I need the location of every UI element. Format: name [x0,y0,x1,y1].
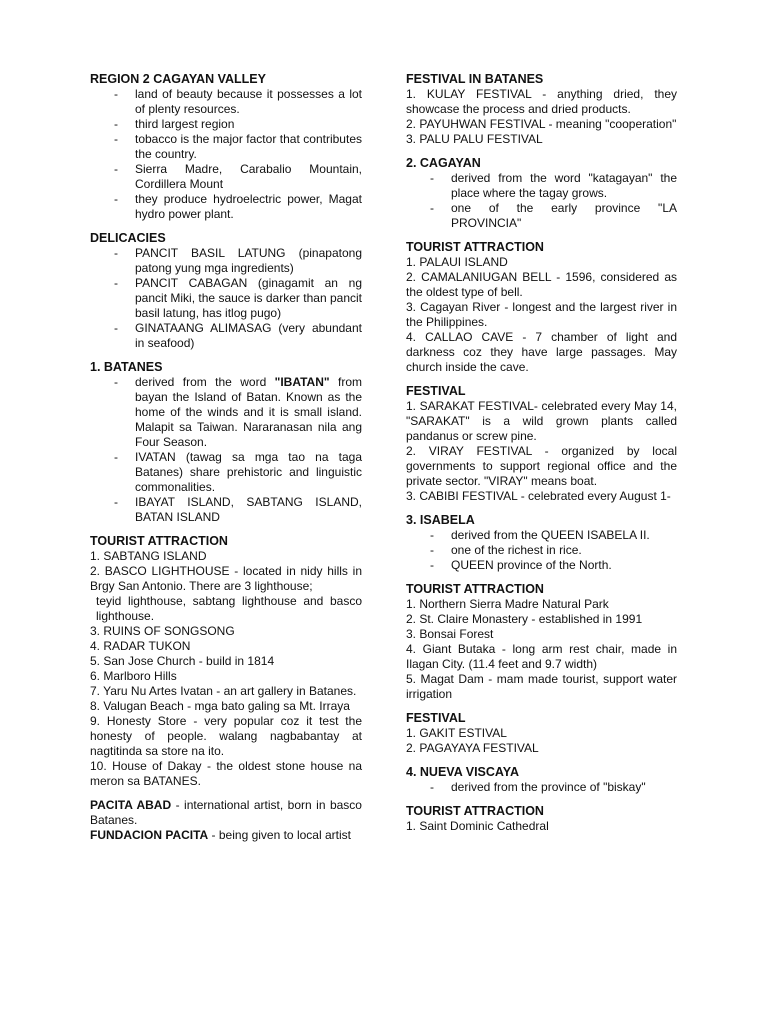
list-item: 4. CALLAO CAVE - 7 chamber of light and darkness coz they have large passages. May church inside the cave. [406,330,677,374]
list-item-text: derived from the QUEEN ISABELA II. [451,528,650,542]
list-item [90,192,362,222]
isabela-festival-section [406,711,677,756]
tourist-heading: TOURIST ATTRACTION [406,804,544,818]
nueva-viscaya-heading: 4. NUEVA VISCAYA [406,765,520,779]
bullet-dash: - [430,171,434,185]
list-item [90,246,362,276]
list-item [406,171,677,201]
fundacion-pacita-text: - being given to local artist [208,828,351,842]
isabela-section [406,513,677,573]
fundacion-pacita-label: FUNDACION PACITA [90,828,209,842]
batanes-heading: 1. BATANES [90,360,163,374]
list-item: 3. RUINS OF SONGSONG [90,624,235,638]
tourist-heading: TOURIST ATTRACTION [90,534,228,548]
bullet-dash: - [114,162,118,176]
list-item [90,321,362,351]
delicacies-heading: DELICACIES [90,231,166,245]
list-item: 3. Cagayan River - longest and the largest river in the Philippines. [406,300,677,329]
bullet-dash: - [430,528,434,542]
list-item-text: PANCIT CABAGAN (ginagamit an ng pancit Miki, the sauce is darker than pancit basil latung, has itlog pugo) [135,276,362,320]
festival-batanes-heading: FESTIVAL IN BATANES [406,72,544,86]
list-item [406,558,677,573]
list-item [90,132,362,162]
cagayan-tourist-section [406,240,677,375]
list-item [90,450,362,495]
tourist-heading: TOURIST ATTRACTION [406,240,544,254]
list-item [90,375,362,450]
list-item: 2. VIRAY FESTIVAL - organized by local governments to support regional office and the private sector. "VIRAY" means boat. [406,444,677,488]
list-item: 1. Saint Dominic Cathedral [406,819,549,833]
batanes-section [90,360,362,525]
bullet-dash: - [430,558,434,572]
nueva-viscaya-tourist-section [406,804,677,834]
pacita-abad-label: PACITA ABAD [90,798,172,812]
ibatan-term: "IBATAN" [274,375,330,389]
list-item: 2. PAYUHWAN FESTIVAL - meaning "cooperation" [406,117,677,131]
bullet-dash: - [430,201,434,215]
delicacies-list [90,246,362,351]
list-item: 5. San Jose Church - build in 1814 [90,654,275,668]
list-item-text: derived from the word [135,375,275,389]
bullet-dash: - [114,495,118,509]
list-item: 1. GAKIT ESTIVAL [406,726,507,740]
left-column [90,72,362,843]
list-item: 4. Giant Butaka - long arm rest chair, made in Ilagan City. (11.4 feet and 9.7 width) [406,642,677,671]
isabela-list [406,528,677,573]
list-item-text: QUEEN province of the North. [451,558,612,572]
nueva-viscaya-list [406,780,677,795]
list-item: teyid lighthouse, sabtang lighthouse and basco lighthouse. [96,594,362,623]
list-item [90,117,362,132]
list-item-text: tobacco is the major factor that contributes the country. [135,132,362,161]
list-item-text: one of the richest in rice. [451,543,582,557]
region-section [90,72,362,222]
isabela-tourist-section [406,582,677,702]
bullet-dash: - [114,450,118,464]
bullet-dash: - [114,87,118,101]
list-item [90,87,362,117]
list-item: 5. Magat Dam - mam made tourist, support water irrigation [406,672,677,701]
list-item: 2. St. Claire Monastery - established in 1991 [406,612,643,626]
pacita-section [90,798,362,843]
list-item: 3. CABIBI FESTIVAL - celebrated every August 1- [406,489,671,503]
list-item-text: they produce hydroelectric power, Magat hydro power plant. [135,192,362,221]
list-item: 1. Northern Sierra Madre Natural Park [406,597,609,611]
list-item: 2. PAGAYAYA FESTIVAL [406,741,539,755]
list-item-text: derived from the province of "biskay" [451,780,646,794]
list-item-text: IBAYAT ISLAND, SABTANG ISLAND, BATAN ISLAND [135,495,362,524]
list-item: 1. SARAKAT FESTIVAL- celebrated every May 14, "SARAKAT" is a wild grown plants called pandanus or screw pine. [406,399,677,443]
list-item-text: one of the early province "LA PROVINCIA" [451,201,677,230]
list-item: 9. Honesty Store - very popular coz it test the honesty of people. walang nagbabantay at nagtitinda sa store na ito. [90,714,362,758]
list-item-text: PANCIT BASIL LATUNG (pinapatong patong yung mga ingredients) [135,246,362,275]
list-item: 7. Yaru Nu Artes Ivatan - an art gallery in Batanes. [90,684,357,698]
tourist-heading: TOURIST ATTRACTION [406,582,544,596]
bullet-dash: - [114,117,118,131]
list-item [406,543,677,558]
list-item: 3. PALU PALU FESTIVAL [406,132,543,146]
pacita-abad-text: - international artist, born in basco Batanes. [90,798,362,827]
list-item: 1. PALAUI ISLAND [406,255,508,269]
pacita-abad-entry [90,798,362,828]
list-item [90,276,362,321]
list-item-text: land of beauty because it possesses a lot of plenty resources. [135,87,362,116]
list-item: 6. Marlboro Hills [90,669,177,683]
list-item-text: derived from the word "katagayan" the place where the tagay grows. [451,171,677,200]
cagayan-heading: 2. CAGAYAN [406,156,481,170]
nueva-viscaya-section [406,765,677,795]
list-item [406,201,677,231]
bullet-dash: - [430,780,434,794]
cagayan-list [406,171,677,231]
batanes-tourist-section [90,534,362,789]
list-item-text: IVATAN (tawag sa mga tao na taga Batanes) share prehistoric and linguistic commonalities. [135,450,362,494]
list-item-text: GINATAANG ALIMASAG (very abundant in seafood) [135,321,362,350]
list-item: 2. BASCO LIGHTHOUSE - located in nidy hills in Brgy San Antonio. There are 3 lighthouse; [90,564,362,593]
list-item [406,780,677,795]
region-list [90,87,362,222]
delicacies-section [90,231,362,351]
bullet-dash: - [430,543,434,557]
festival-batanes-section [406,72,677,147]
right-column [406,72,677,834]
list-item-text: third largest region [135,117,235,131]
festival-heading: FESTIVAL [406,384,466,398]
list-item-text: Sierra Madre, Carabalio Mountain, Cordillera Mount [135,162,362,191]
list-item: 1. KULAY FESTIVAL - anything dried, they showcase the process and dried products. [406,87,677,116]
list-item: 10. House of Dakay - the oldest stone house na meron sa BATANES. [90,759,362,788]
list-item: 4. RADAR TUKON [90,639,191,653]
festival-heading: FESTIVAL [406,711,466,725]
list-item [90,162,362,192]
list-item: 1. SABTANG ISLAND [90,549,207,563]
bullet-dash: - [114,192,118,206]
bullet-dash: - [114,375,118,389]
list-item [90,495,362,525]
list-item: 8. Valugan Beach - mga bato galing sa Mt. Irraya [90,699,350,713]
list-item-text: from bayan the Island of Batan. Known as the home of the winds and it is small island. Malapit sa Taiwan. Nararanasan nila ang Four Season. [135,375,362,449]
list-item [406,528,677,543]
isabela-heading: 3. ISABELA [406,513,475,527]
bullet-dash: - [114,321,118,335]
cagayan-section [406,156,677,231]
fundacion-pacita-entry [90,828,362,843]
bullet-dash: - [114,132,118,146]
cagayan-festival-section [406,384,677,504]
region-heading: REGION 2 CAGAYAN VALLEY [90,72,266,86]
list-item: 3. Bonsai Forest [406,627,494,641]
batanes-list [90,375,362,525]
bullet-dash: - [114,246,118,260]
bullet-dash: - [114,276,118,290]
list-item: 2. CAMALANIUGAN BELL - 1596, considered as the oldest type of bell. [406,270,677,299]
